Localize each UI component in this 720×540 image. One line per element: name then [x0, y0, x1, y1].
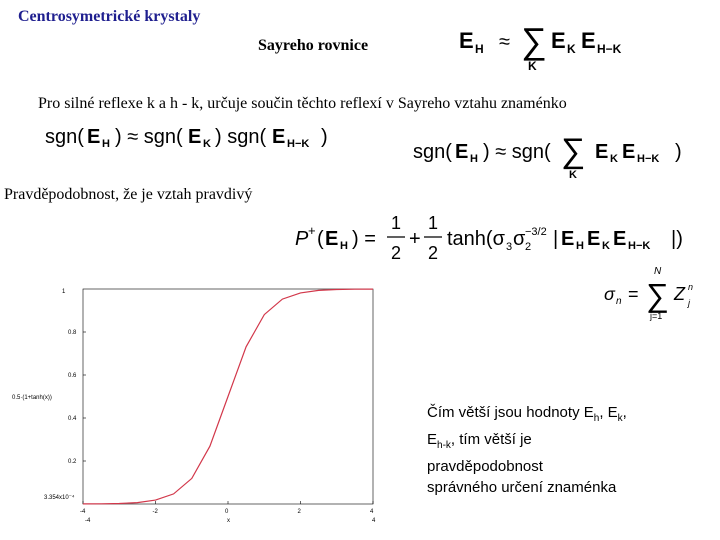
- svg-text:E: E: [551, 28, 566, 53]
- svg-text:n: n: [616, 296, 622, 307]
- svg-text:tanh(σ: tanh(σ: [447, 228, 505, 250]
- svg-text:E: E: [581, 28, 596, 53]
- note-sub-hk: h-k: [437, 440, 451, 451]
- svg-text:E: E: [455, 141, 469, 163]
- x-tick-label: 0: [225, 509, 229, 515]
- x-tick-label: 2: [297, 509, 301, 515]
- svg-text:2: 2: [525, 241, 532, 253]
- svg-text:H−K: H−K: [597, 42, 622, 56]
- svg-text:≈: ≈: [499, 31, 510, 53]
- svg-text:−3/2: −3/2: [525, 226, 547, 238]
- note-line2-prefix: E: [427, 431, 438, 448]
- svg-text:H: H: [470, 153, 478, 165]
- svg-text:|: |: [553, 228, 559, 250]
- x-tick-label: -4: [80, 509, 86, 515]
- svg-text:H: H: [340, 240, 348, 252]
- svg-text:E: E: [188, 126, 202, 148]
- svg-text:2: 2: [428, 243, 439, 263]
- svg-text:+: +: [308, 223, 316, 238]
- x-label-left: -4: [85, 518, 91, 524]
- svg-text:1: 1: [391, 213, 402, 233]
- x-tick-label: 4: [370, 509, 374, 515]
- y-min-label: 3.354x10⁻⁴: [44, 495, 75, 501]
- probability-label: Pravděpodobnost, že je vztah pravdivý: [4, 186, 253, 203]
- svg-text:P: P: [295, 228, 309, 250]
- svg-text:K: K: [610, 153, 618, 165]
- svg-text:K: K: [528, 59, 537, 73]
- note-sub-k: k: [617, 413, 623, 424]
- svg-text:H: H: [102, 138, 110, 150]
- function-label: 0.5·(1+tanh(x)): [12, 395, 52, 401]
- svg-text:1: 1: [428, 213, 439, 233]
- svg-text:) sgn(: ) sgn(: [215, 126, 267, 148]
- svg-text:E: E: [459, 28, 474, 53]
- conclusion-note: [427, 402, 687, 498]
- svg-text:): ): [321, 126, 328, 148]
- tanh-curve: [83, 289, 373, 504]
- svg-text:2: 2: [391, 243, 402, 263]
- svg-text:H−K: H−K: [628, 240, 651, 252]
- svg-text:+: +: [409, 228, 421, 250]
- svg-text:H−K: H−K: [637, 153, 660, 165]
- svg-text:E: E: [561, 228, 575, 250]
- y-tick-label: 0.8: [68, 330, 77, 336]
- sign-sum-equation: [413, 130, 693, 185]
- svg-text:|): |): [671, 228, 683, 250]
- svg-text:E: E: [587, 228, 601, 250]
- tanh-chart: [0, 278, 390, 528]
- y-tick-label: 0.4: [68, 416, 77, 422]
- svg-text:Z: Z: [674, 284, 685, 304]
- note-sep-2: ,: [622, 404, 627, 421]
- description-text: Pro silné reflexe k a h - k, určuje součin těchto reflexí v Sayreho vztahu znaménko: [38, 95, 567, 112]
- y-tick-label: 0.6: [68, 373, 77, 379]
- svg-text:K: K: [602, 240, 610, 252]
- svg-text:) =: ) =: [352, 228, 376, 250]
- svg-text:H−K: H−K: [287, 138, 310, 150]
- svg-text:n: n: [688, 282, 694, 292]
- x-tick-label: -2: [152, 509, 158, 515]
- y-max-label: 1: [62, 289, 66, 295]
- page-title: Centrosymetrické krystaly: [18, 8, 201, 25]
- sigma-n-formula: [602, 262, 702, 324]
- sign-relation-equation: [45, 118, 345, 154]
- note-text-1: Čím větší jsou hodnoty E: [427, 404, 594, 421]
- svg-text:sgn(: sgn(: [45, 126, 84, 148]
- svg-text:) ≈ sgn(: ) ≈ sgn(: [115, 126, 183, 148]
- sayre-equation: [455, 15, 645, 75]
- note-sub-h: h: [593, 413, 600, 424]
- svg-text:K: K: [567, 42, 576, 56]
- svg-text:) ≈ sgn(: ) ≈ sgn(: [483, 141, 551, 163]
- svg-text:E: E: [613, 228, 627, 250]
- svg-text:σ: σ: [604, 284, 615, 304]
- x-axis-variable: x: [227, 518, 230, 524]
- svg-text:): ): [675, 141, 682, 163]
- svg-text:(: (: [317, 228, 324, 250]
- svg-text:E: E: [622, 141, 636, 163]
- svg-text:3: 3: [506, 241, 513, 253]
- svg-text:E: E: [325, 228, 339, 250]
- svg-text:=: =: [628, 284, 639, 304]
- svg-text:∑: ∑: [646, 277, 669, 313]
- note-line2-rest: , tím větší je: [450, 431, 532, 448]
- note-sep-1: , E: [599, 404, 618, 421]
- svg-text:σ: σ: [513, 228, 526, 250]
- svg-text:N: N: [654, 266, 662, 277]
- svg-text:∑: ∑: [561, 132, 586, 170]
- svg-text:K: K: [203, 138, 211, 150]
- note-line4: správného určení znaménka: [427, 479, 617, 496]
- x-label-right: 4: [372, 518, 376, 524]
- svg-text:∑: ∑: [521, 20, 547, 61]
- note-line3: pravděpodobnost: [427, 458, 543, 475]
- svg-text:j: j: [688, 298, 690, 308]
- svg-text:sgn(: sgn(: [413, 141, 452, 163]
- svg-text:H: H: [576, 240, 584, 252]
- svg-text:E: E: [595, 141, 609, 163]
- svg-text:K: K: [569, 169, 577, 181]
- svg-text:E: E: [87, 126, 101, 148]
- y-tick-label: 0.2: [68, 459, 77, 465]
- section-subtitle: Sayreho rovnice: [258, 37, 369, 54]
- probability-formula: [295, 207, 695, 267]
- svg-text:E: E: [272, 126, 286, 148]
- svg-text:H: H: [475, 42, 484, 56]
- svg-text:j=1: j=1: [650, 311, 663, 321]
